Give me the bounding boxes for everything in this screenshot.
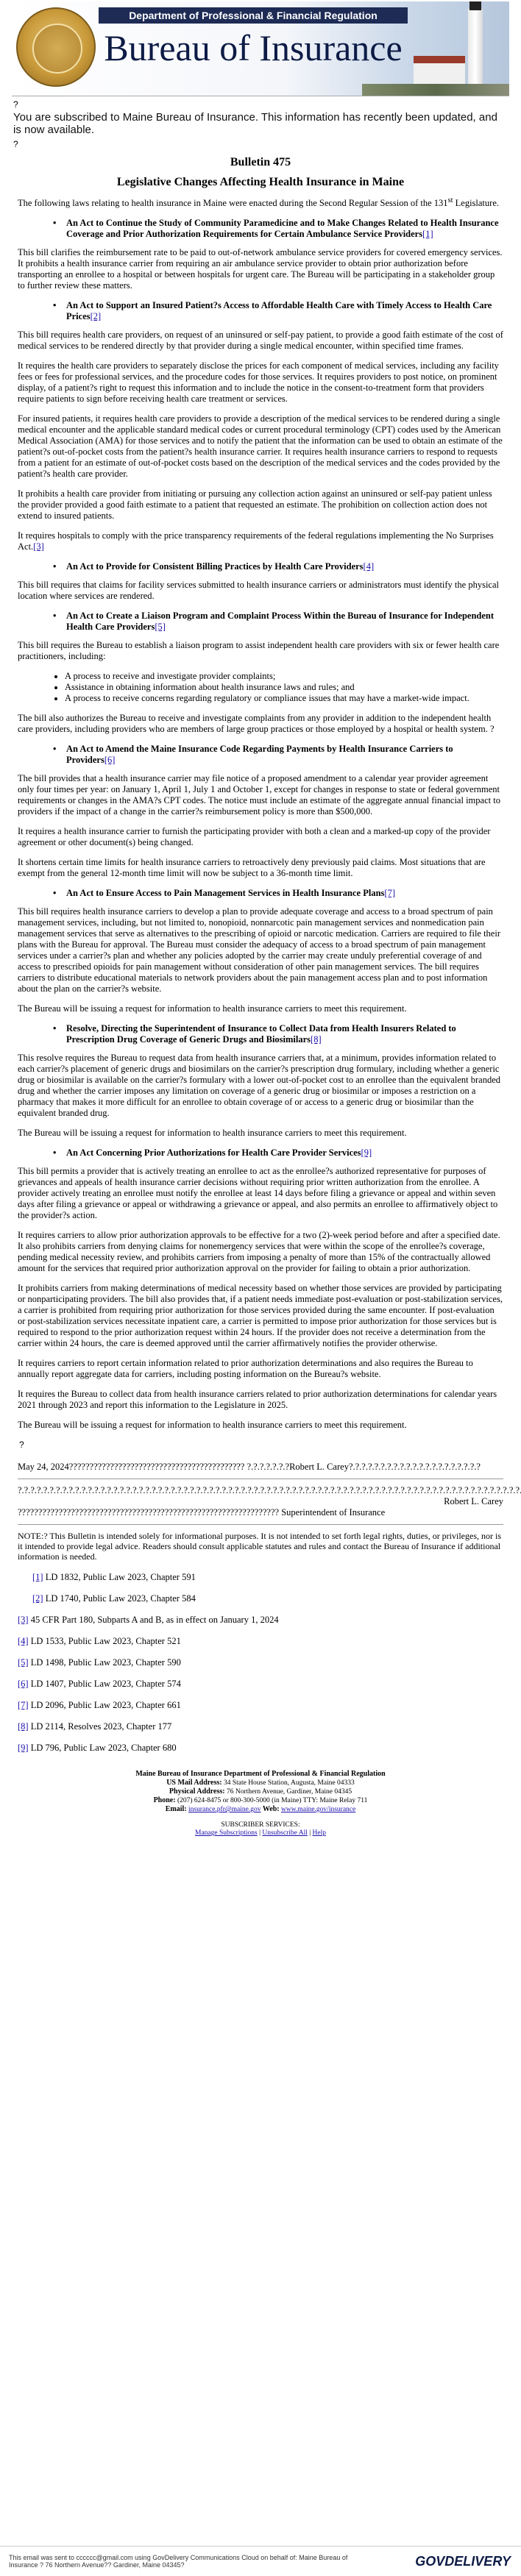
- paragraph: It requires a health insurance carrier to furnish the participating provider with both a clean and a marked-up copy of the provider agreement or other document(s) being changed.: [18, 826, 503, 848]
- department-name: Department of Professional & Financial Regulation: [99, 7, 408, 24]
- footnote-item: [2] LD 1740, Public Law 2023, Chapter 584: [18, 1593, 503, 1604]
- help-link[interactable]: Help: [313, 1829, 326, 1837]
- paragraph: This bill clarifies the reimbursement rate to be paid to out-of-network ambulance service providers for covered emergency services. It prohibits a health insurance carrier from requiring an air ambulance service provider to obtain prior authorization before transporting an enrollee to a hospital or between hospitals for urgent care. The Bureau will be participating in a stakeholder group to further review these matters.: [18, 247, 503, 291]
- placeholder-char: ?: [13, 99, 509, 110]
- act-heading: • An Act Concerning Prior Authorizations for Health Care Provider Services[9]: [53, 1148, 503, 1159]
- paragraph: This bill requires that claims for facility services submitted to health insurance carriers or administrators must identify the physical location where services are rendered.: [18, 580, 503, 602]
- footnote-anchor[interactable]: [5]: [18, 1657, 29, 1668]
- coast-rocks-image: [362, 84, 509, 96]
- paragraph: It requires the Bureau to collect data from health insurance carriers related to prior authorization determinations for calendar years 2021 through 2023 and report this information to the Legislature in 2025.: [18, 1389, 503, 1411]
- paragraph: It requires hospitals to comply with the price transparency requirements of the federal regulations implementing the No Surprises Act.[3]: [18, 530, 503, 552]
- paragraph: This bill requires health insurance carriers to develop a plan to provide adequate coverage and access to a broad spectrum of pain management services, including, but not limited to, nonopioid, nonnarcotic pain management services and nonmedication pain management services that serve as alternatives to the prescribing of opioid or narcotic medication. Carriers are required to file their plans with the Bureau for approval. The Bureau must consider the adequacy of access to a broad spectrum of pain management services under a carrier?s plan and whether any policies adopted by the carrier may create unduly preferential coverage of and access to prescribed opioids for pain management without consideration of other pain management services. The bill requires carriers to distribute educational materials to network providers about the pain management access plan and to post information about the plan on the carrier?s website.: [18, 906, 503, 995]
- bulletin-number: Bulletin 475: [18, 157, 503, 168]
- footnote-anchor[interactable]: [1]: [32, 1572, 43, 1582]
- act-heading: • An Act to Amend the Maine Insurance Code Regarding Payments by Health Insurance Carriers to Providers[6]: [53, 744, 503, 766]
- subscription-notice: You are subscribed to Maine Bureau of Insurance. This information has recently been updated, and is now available.: [13, 111, 508, 136]
- footnote-item: [8] LD 2114, Resolves 2023, Chapter 177: [18, 1721, 503, 1732]
- footnote-item: [7] LD 2096, Public Law 2023, Chapter 661: [18, 1700, 503, 1711]
- footnote-anchor[interactable]: [8]: [18, 1721, 29, 1732]
- paragraph: It prohibits carriers from making determinations of medical necessity based on whether those services are provided by participating or nonparticipating providers. The bill also provides that, if a patient needs immediate post-evaluation or post-stabilization services, a carrier is prohibited from requiring prior authorization for those services provided during the same encounter. If post-evaluation or post-stabilization services necessitate inpatient care, a carrier is permitted to impose prior authorization for those services but is required to respond to the prior authorization request within 24 hours. If the provider does not receive a determination from the carrier within 24 hours, the care is deemed approved until the carrier affirmatively notifies the provider otherwise.: [18, 1283, 503, 1349]
- header-banner: [12, 1, 509, 96]
- footnote-anchor[interactable]: [2]: [32, 1593, 43, 1604]
- footnote-anchor[interactable]: [9]: [18, 1743, 29, 1753]
- list-item: • Assistance in obtaining information about health insurance laws and rules; and: [65, 682, 503, 693]
- footnote-link[interactable]: [7]: [384, 888, 395, 898]
- paragraph: The Bureau will be issuing a request for information to health insurance carriers to meet this requirement.: [18, 1420, 503, 1431]
- paragraph: It requires carriers to allow prior authorization approvals to be effective for a two (2)-week period before and after a specified date. It also prohibits carriers from denying claims for nonemergency services that were within the scope of the enrollee?s coverage, pending medical necessity review, and prohibits carriers from imposing a penalty of more than 15% of the contractually allowed amount for the services that required prior authorization approval on the provider for failing to obtain a prior authorization.: [18, 1230, 503, 1274]
- act-heading: • Resolve, Directing the Superintendent of Insurance to Collect Data from Health Insurers Related to Prescription Drug Coverage of Generic Drugs and Biosimilars[8]: [53, 1023, 503, 1045]
- unsubscribe-all-link[interactable]: Unsubscribe All: [262, 1829, 307, 1837]
- footnote-item: [5] LD 1498, Public Law 2023, Chapter 590: [18, 1657, 503, 1668]
- bulletin-body: [12, 157, 509, 1837]
- footnote-anchor[interactable]: [3]: [18, 1615, 29, 1625]
- act-heading: • An Act to Create a Liaison Program and Complaint Process Within the Bureau of Insurance for Independent Health Care Providers[5]: [53, 611, 503, 633]
- footnote-list: [18, 1572, 503, 1754]
- paragraph: It requires the health care providers to separately disclose the prices for each component of medical services, including any facility fees or fees for professional services, and the procedure codes for those services. It requires providers to post notice, on prominent display, of a patient?s right to request this information and to include the notice in the consent-to-treatment form that providers require patients to sign before receiving health care treatment or services.: [18, 360, 503, 405]
- paragraph: For insured patients, it requires health care providers to provide a description of the medical services to be rendered during a single medical encounter and the applicable standard medical codes or current procedural terminology (CPT) codes used by the American Medical Association (AMA) for those services and to notify the patient that the information can be used to obtain an estimate of the patient?s out-of-pocket costs from the patient?s health insurance carrier. It requires health insurance carriers to respond to requests from a patient for an estimate of out-of-pocket costs based on the description of the medical services and the codes provided by the patient?s health care provider.: [18, 413, 503, 480]
- bureau-title: Bureau of Insurance: [99, 26, 408, 69]
- paragraph: This bill requires the Bureau to establish a liaison program to assist independent health care providers with six or fewer health care practitioners, including:: [18, 640, 503, 662]
- footer-org: Maine Bureau of Insurance Department of Professional & Financial Regulation: [135, 1770, 385, 1778]
- paragraph: This bill permits a provider that is actively treating an enrollee to act as the enrollee?s authorized representative for purposes of grievances and appeals of health insurance carrier decisions without requiring prior written authorization from the enrollee. A provider actively treating an enrollee must notify the enrollee at least 14 days before filing a grievance or appeal and within seven days after filing a grievance or appeal or withdrawing a grievance or appeal, and also permits an enrollee to affirmatively object to the provider?s action.: [18, 1166, 503, 1221]
- liaison-list: [49, 671, 503, 704]
- email-link[interactable]: insurance.pfr@maine.gov: [188, 1806, 260, 1813]
- signature-title-line: ???????????????????????????????????????????????????????????????? Superintendent of Insurance: [18, 1507, 503, 1518]
- footnote-item: [6] LD 1407, Public Law 2023, Chapter 574: [18, 1679, 503, 1690]
- footnote-link[interactable]: [6]: [104, 755, 116, 765]
- lighthouse-icon: [468, 9, 483, 88]
- footnote-anchor[interactable]: [6]: [18, 1679, 29, 1689]
- placeholder-char: ?: [13, 139, 509, 149]
- act-heading: • An Act to Support an Insured Patient?s Access to Affordable Health Care with Timely Access to Health Care Prices[2]: [53, 300, 503, 322]
- footnote-link[interactable]: [3]: [33, 541, 44, 552]
- paragraph: It shortens certain time limits for health insurance carriers to retroactively deny previously paid claims. Most situations that are exempt from the general 12-month time limit will now be subject to a 36-month time limit.: [18, 857, 503, 879]
- footnote-link[interactable]: [2]: [91, 311, 102, 321]
- subscriber-services: SUBSCRIBER SERVICES: Manage Subscriptions | Unsubscribe All | Help: [18, 1821, 503, 1837]
- footnote-item: [1] LD 1832, Public Law 2023, Chapter 591: [18, 1572, 503, 1583]
- bulletin-title: Legislative Changes Affecting Health Insurance in Maine: [18, 177, 503, 188]
- paragraph: The Bureau will be issuing a request for information to health insurance carriers to meet this requirement.: [18, 1128, 503, 1139]
- placeholder-char: ?: [19, 1440, 503, 1450]
- footnote-link[interactable]: [5]: [155, 622, 166, 632]
- govdelivery-logo[interactable]: GOVDELIVERY: [415, 2554, 511, 2569]
- paragraph: The bill also authorizes the Bureau to receive and investigate complaints from any provider in addition to the independent health care providers, including providers who are members of large group practices or those employed by a hospital or health system. ?: [18, 713, 503, 735]
- paragraph: It requires carriers to report certain information related to prior authorization determinations and also requires the Bureau to annually report aggregate data for carriers, including posting information on the Bureau?s website.: [18, 1358, 503, 1380]
- footnote-item: [4] LD 1533, Public Law 2023, Chapter 521: [18, 1636, 503, 1647]
- paragraph: This bill requires health care providers, on request of an uninsured or self-pay patient, to provide a good faith estimate of the cost of medical services to be rendered directly by that provider during a single medical encounter, within specified time frames.: [18, 330, 503, 352]
- state-seal-icon: [16, 7, 96, 87]
- manage-subscriptions-link[interactable]: Manage Subscriptions: [195, 1829, 258, 1837]
- paragraph: The Bureau will be issuing a request for information to health insurance carriers to meet this requirement.: [18, 1003, 503, 1014]
- govdelivery-footer: [0, 2546, 521, 2575]
- govdelivery-notice: This email was sent to cccccc@gmail.com using GovDelivery Communications Cloud on behalf of: Maine Bureau of Insurance ? 76 Northern Avenue?? Gardiner, Maine 04345?: [9, 2554, 362, 2569]
- paragraph: It prohibits a health care provider from initiating or pursuing any collection action against an uninsured or self-pay patient unless the provider provided a good faith estimate to a patient that requested an estimate. The prohibition on collection action does not extend to insured patients.: [18, 488, 503, 522]
- signature-date-line: May 24, 2024??????????????????????????????????????????? ?.?.?.?.?.?.?Robert L. Carey?.?.?.?.?.?.?.?.?.?.?.?.?.?.?.?.?.?.?.?.?: [18, 1462, 503, 1473]
- footnote-link[interactable]: [8]: [311, 1034, 322, 1045]
- contact-footer: Maine Bureau of Insurance Department of Professional & Financial Regulation US Mail Address: 34 State House Station, Augusta, Maine 04333 Physical Address: 76 Northern Avenue, Gardiner, Maine 04345 Phone: (207) 624-8475 or 800-300-5000 (in Maine) TTY: Maine Relay 711 Email: insurance.pfr@maine.gov Web: www.maine.gov/insurance: [18, 1770, 503, 1814]
- signature-block: [18, 1462, 503, 1518]
- intro-paragraph: The following laws relating to health insurance in Maine were enacted during the Second Regular Session of the 131st Legislature.: [18, 195, 503, 209]
- email-container: [12, 1, 509, 1837]
- act-heading: • An Act to Ensure Access to Pain Management Services in Health Insurance Plans[7]: [53, 888, 503, 899]
- paragraph: This resolve requires the Bureau to request data from health insurance carriers that, at a minimum, provides information related to each carrier?s placement of generic drugs and biosimilars on the carrier?s prescription drug formulary, including whether a generic drug or biosimilar is available on the carrier?s formulary with a lower out-of-pocket cost to an enrollee than the equivalent branded drug and whether the carrier imposes any limitation on coverage of a generic drug or biosimilar or imposes a restriction on a pharmacy that makes it more difficult for an enrollee to obtain coverage of or access to a generic drug or biosimilar than the equivalent branded drug.: [18, 1053, 503, 1119]
- signature-name-line: ?.?.?.?.?.?.?.?.?.?.?.?.?.?.?.?.?.?.?.?.?.?.?.?.?.?.?.?.?.?.?.?.?.?.?.?.?.?.?.?.?.?.?.?.?.?.?.?.?.?.?.?.?.?.?.?.?.?.?.?.?.?.?.?.?.?.?.?.?.?.?.?.?.?.?.?.?.?.?.?.?.? Robert L. Carey: [18, 1485, 503, 1507]
- disclaimer-note: NOTE:? This Bulletin is intended solely for informational purposes. It is not intended to set forth legal rights, duties, or privileges, nor is it intended to provide legal advice. Readers should consult applicable statutes and rules and contact the Bureau of Insurance if additional information is needed.: [18, 1531, 503, 1562]
- footnote-link[interactable]: [4]: [364, 561, 375, 572]
- paragraph: The bill provides that a health insurance carrier may file notice of a proposed amendment to a calendar year provider agreement only four times per year: on January 1, April 1, July 1 and October 1, except for changes in response to state or federal government requirements or changes in the AMA?s CPT codes. The notice must include an estimate of the aggregate annual financial impact to providers if the impact of a change in the carrier?s reimbursement policy is more than $500,000.: [18, 773, 503, 817]
- act-heading: • An Act to Provide for Consistent Billing Practices by Health Care Providers[4]: [53, 561, 503, 572]
- list-item: • A process to receive concerns regarding regulatory or compliance issues that may have a market-wide impact.: [65, 693, 503, 704]
- footnote-item: [3] 45 CFR Part 180, Subparts A and B, as in effect on January 1, 2024: [18, 1615, 503, 1626]
- act-heading: • An Act to Continue the Study of Community Paramedicine and to Make Changes Related to Health Insurance Coverage and Prior Authorization Requirements for Certain Ambulance Service Providers[1]: [53, 218, 503, 240]
- website-link[interactable]: www.maine.gov/insurance: [281, 1806, 355, 1813]
- list-item: • A process to receive and investigate provider complaints;: [65, 671, 503, 682]
- footnote-anchor[interactable]: [4]: [18, 1636, 29, 1646]
- footnote-anchor[interactable]: [7]: [18, 1700, 29, 1710]
- footnote-link[interactable]: [9]: [361, 1148, 372, 1158]
- footnote-link[interactable]: [1]: [422, 229, 433, 239]
- footnote-item: [9] LD 796, Public Law 2023, Chapter 680: [18, 1743, 503, 1754]
